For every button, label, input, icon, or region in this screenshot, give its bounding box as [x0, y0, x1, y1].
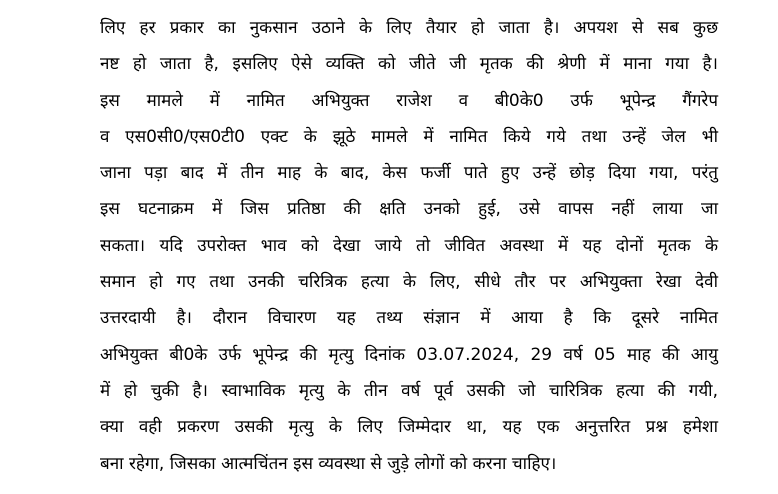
text-line: व एस0सी0/एस0टी0 एक्ट के झूठे मामले में नामित किये गये तथा उन्हें जेल भी	[100, 126, 718, 147]
text-line: इस घटनाक्रम में जिस प्रतिष्ठा की क्षति उनको हुई, उसे वापस नहीं लाया जा	[100, 199, 718, 220]
text-line: जाना पड़ा बाद में तीन माह के बाद, केस फर्जी पाते हुए उन्हें छोड़ दिया गया, परंतु	[100, 163, 718, 184]
text-line: समान हो गए तथा उनकी चरित्रिक हत्या के लिए, सीधे तौर पर अभियुक्ता रेखा देवी	[100, 272, 718, 293]
text-line: क्या वही प्रकरण उसकी मृत्यु के लिए जिम्मेदार था, यह एक अनुत्तरित प्रश्न हमेशा	[100, 417, 718, 438]
text-line: अभियुक्त बी0के उर्फ भूपेन्द्र की मृत्यु दिनांक 03.07.2024, 29 वर्ष 05 माह की आयु	[100, 344, 718, 365]
text-line: लिए हर प्रकार का नुकसान उठाने के लिए तैयार हो जाता है। अपयश से सब कुछ	[100, 18, 718, 38]
judgment-paragraph	[100, 10, 718, 482]
text-line: बना रहेगा, जिसका आत्मचिंतन इस व्यवस्था से जुड़े लोगों को करना चाहिए।	[100, 453, 557, 474]
text-line: नष्ट हो जाता है, इसलिए ऐसे व्यक्ति को जीते जी मृतक की श्रेणी में माना गया है।	[100, 54, 718, 75]
text-line: सकता। यदि उपरोक्त भाव को देखा जाये तो जीवित अवस्था में यह दोनों मृतक के	[100, 235, 718, 256]
text-line: इस मामले में नामित अभियुक्त राजेश व बी0के0 उर्फ भूपेन्द्र गैंगरेप	[100, 90, 718, 111]
text-line: में हो चुकी है। स्वाभाविक मृत्यु के तीन वर्ष पूर्व उसकी जो चारित्रिक हत्या की गयी,	[100, 380, 718, 401]
text-line: उत्तरदायी है। दौरान विचारण यह तथ्य संज्ञान में आया है कि दूसरे नामित	[100, 308, 718, 329]
